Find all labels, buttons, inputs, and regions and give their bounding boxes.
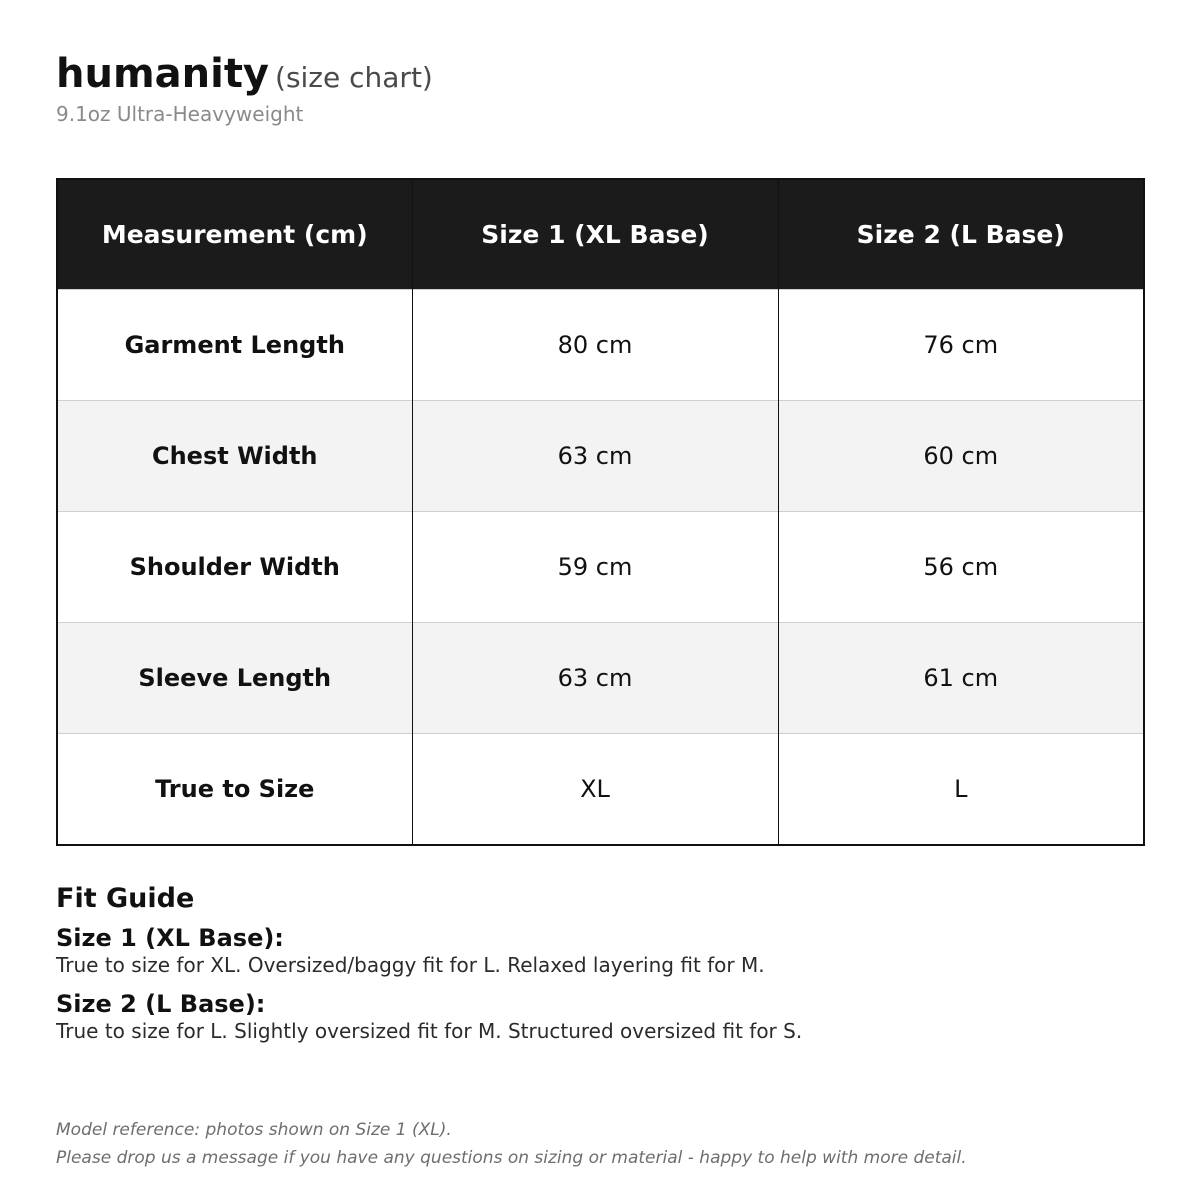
- column-header-size-1: Size 1 (XL Base): [412, 179, 778, 290]
- size-1-value: XL: [412, 734, 778, 846]
- title-suffix: (size chart): [275, 61, 433, 94]
- fit-guide-title: Fit Guide: [56, 883, 195, 914]
- footnotes: [56, 1116, 1144, 1172]
- fit-guide-text-size-2: True to size for L. Slightly oversized fit for M. Structured oversized fit for S.: [56, 1019, 803, 1043]
- table-row: [57, 623, 1144, 734]
- size-1-value: 59 cm: [412, 512, 778, 623]
- page-subtitle: 9.1oz Ultra-Heavyweight: [56, 102, 304, 126]
- size-table: [56, 178, 1145, 846]
- column-header-size-2: Size 2 (L Base): [778, 179, 1144, 290]
- page-title: [56, 50, 1144, 98]
- table-row: [57, 512, 1144, 623]
- size-1-value: 63 cm: [412, 623, 778, 734]
- fit-guide-text-size-1: True to size for XL. Oversized/baggy fit for L. Relaxed layering fit for M.: [56, 953, 765, 977]
- row-label: Shoulder Width: [57, 512, 412, 623]
- size-2-value: 61 cm: [778, 623, 1144, 734]
- size-2-value: 56 cm: [778, 512, 1144, 623]
- size-1-value: 63 cm: [412, 401, 778, 512]
- table-row: [57, 290, 1144, 401]
- row-label: Chest Width: [57, 401, 412, 512]
- size-2-value: L: [778, 734, 1144, 846]
- fit-guide-heading-size-1: Size 1 (XL Base):: [56, 924, 284, 952]
- size-1-value: 80 cm: [412, 290, 778, 401]
- row-label: Sleeve Length: [57, 623, 412, 734]
- page-header: [56, 50, 1144, 126]
- table-row: [57, 401, 1144, 512]
- table-header-row: [57, 179, 1144, 290]
- row-label: True to Size: [57, 734, 412, 846]
- size-2-value: 76 cm: [778, 290, 1144, 401]
- contact-note: Please drop us a message if you have any questions on sizing or material - happy to help with more detail.: [56, 1148, 967, 1168]
- model-reference-note: Model reference: photos shown on Size 1 (XL).: [56, 1120, 452, 1140]
- column-header-measurement: Measurement (cm): [57, 179, 412, 290]
- row-label: Garment Length: [57, 290, 412, 401]
- size-2-value: 60 cm: [778, 401, 1144, 512]
- fit-guide-heading-size-2: Size 2 (L Base):: [56, 990, 266, 1018]
- fit-guide-section: [56, 882, 1144, 1044]
- table-row: [57, 734, 1144, 846]
- brand-name: humanity: [56, 51, 270, 97]
